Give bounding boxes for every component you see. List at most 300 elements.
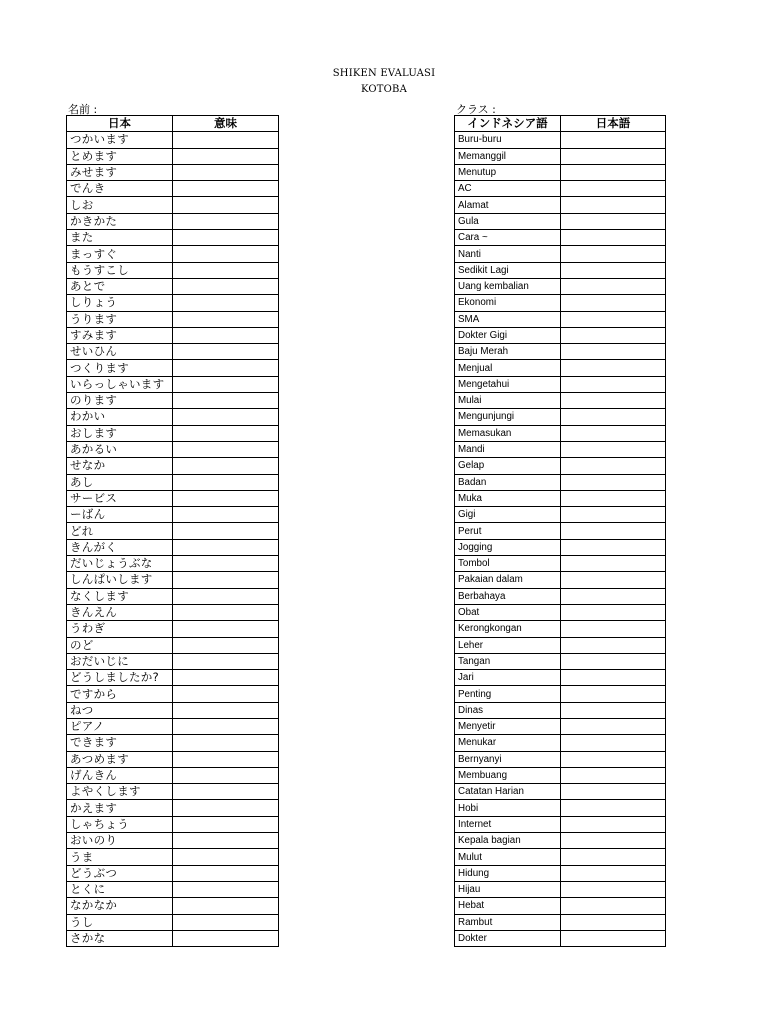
vocab-word: なくします [67,588,173,604]
vocab-word: Rambut [455,914,561,930]
answer-cell[interactable] [173,295,279,311]
column-header-indonesian: インドネシア語 [455,116,561,132]
table-row [67,604,279,620]
page-title: SHIKEN EVALUASI [332,68,436,79]
table-row [67,833,279,849]
answer-cell[interactable] [561,474,666,490]
vocab-word: きんえん [67,604,173,620]
answer-cell[interactable] [173,849,279,865]
vocab-word: できます [67,735,173,751]
vocab-word: まっすぐ [67,246,173,262]
table-row [67,637,279,653]
answer-cell[interactable] [173,816,279,832]
table-row [67,930,279,946]
answer-cell[interactable] [561,767,666,783]
table-row [455,604,666,620]
table-row [455,930,666,946]
answer-cell[interactable] [173,670,279,686]
table-row [455,262,666,278]
column-header-meaning: 意味 [173,116,279,132]
vocab-word: また [67,230,173,246]
vocab-word: しお [67,197,173,213]
vocab-word: Hijau [455,881,561,897]
answer-cell[interactable] [561,686,666,702]
answer-cell[interactable] [173,735,279,751]
vocab-word: Ekonomi [455,295,561,311]
vocab-word: Berbahaya [455,588,561,604]
table-row [455,441,666,457]
vocab-word: Cara ~ [455,230,561,246]
answer-cell[interactable] [561,458,666,474]
table-row [455,637,666,653]
vocab-word: うわぎ [67,621,173,637]
answer-cell[interactable] [561,718,666,734]
answer-cell[interactable] [561,278,666,294]
answer-cell[interactable] [561,327,666,343]
vocab-word: Sedikit Lagi [455,262,561,278]
answer-cell[interactable] [561,816,666,832]
table-row [67,393,279,409]
answer-cell[interactable] [561,653,666,669]
answer-cell[interactable] [173,246,279,262]
vocab-word: Muka [455,490,561,506]
table-row [455,816,666,832]
answer-cell[interactable] [561,914,666,930]
table-row [67,735,279,751]
vocab-word: Membuang [455,767,561,783]
vocab-word: あつめます [67,751,173,767]
table-row [455,718,666,734]
vocab-word: どうぶつ [67,865,173,881]
table-row [67,458,279,474]
table-row [455,327,666,343]
vocab-word: Obat [455,604,561,620]
table-row [455,784,666,800]
table-row [67,148,279,164]
table-row [67,816,279,832]
vocab-word: つかいます [67,132,173,148]
vocab-word: みせます [67,164,173,180]
answer-cell[interactable] [561,213,666,229]
answer-cell[interactable] [173,148,279,164]
answer-cell[interactable] [173,881,279,897]
answer-cell[interactable] [173,311,279,327]
answer-cell[interactable] [173,539,279,555]
table-row [455,556,666,572]
table-row [67,360,279,376]
answer-cell[interactable] [173,230,279,246]
vocab-word: よやくします [67,784,173,800]
vocab-word: Leher [455,637,561,653]
answer-cell[interactable] [173,132,279,148]
table-row [455,865,666,881]
vocab-word: Baju Merah [455,344,561,360]
answer-cell[interactable] [561,588,666,604]
answer-cell[interactable] [173,686,279,702]
answer-cell[interactable] [561,881,666,897]
answer-cell[interactable] [173,800,279,816]
table-row [67,767,279,783]
vocab-word: だいじょうぶな [67,556,173,572]
answer-cell[interactable] [561,507,666,523]
table-row [67,653,279,669]
answer-cell[interactable] [561,604,666,620]
vocab-word: Dokter [455,930,561,946]
vocab-word: あとで [67,278,173,294]
table-row [67,718,279,734]
table-row [67,409,279,425]
vocab-word: のります [67,393,173,409]
vocab-word: とくに [67,881,173,897]
table-row [455,246,666,262]
answer-cell[interactable] [561,393,666,409]
vocab-word: Menyetir [455,718,561,734]
table-row [67,132,279,148]
answer-cell[interactable] [173,556,279,572]
answer-cell[interactable] [561,800,666,816]
table-row [455,881,666,897]
table-row [455,588,666,604]
table-row [67,621,279,637]
vocab-word: Penting [455,686,561,702]
table-row [67,507,279,523]
table-row [455,751,666,767]
vocab-word: Uang kembalian [455,278,561,294]
vocab-word: とめます [67,148,173,164]
vocab-word: サービス [67,490,173,506]
vocab-word: Mengetahui [455,376,561,392]
vocab-word: せなか [67,458,173,474]
answer-cell[interactable] [561,621,666,637]
table-row [455,311,666,327]
page-subtitle: KOTOBA [360,84,408,95]
answer-cell[interactable] [561,556,666,572]
table-row [455,132,666,148]
vocab-word: きんがく [67,539,173,555]
answer-cell[interactable] [173,767,279,783]
vocab-word: せいひん [67,344,173,360]
table-row [455,197,666,213]
table-row [455,474,666,490]
answer-cell[interactable] [561,197,666,213]
answer-cell[interactable] [173,344,279,360]
vocab-word: わかい [67,409,173,425]
table-row [455,849,666,865]
table-row [67,865,279,881]
table-row [455,833,666,849]
vocab-word: Dinas [455,702,561,718]
answer-cell[interactable] [173,604,279,620]
answer-cell[interactable] [561,360,666,376]
answer-cell[interactable] [561,784,666,800]
answer-cell[interactable] [173,702,279,718]
vocab-word: Dokter Gigi [455,327,561,343]
answer-cell[interactable] [173,376,279,392]
table-row [455,898,666,914]
vocab-word: どうしましたか? [67,670,173,686]
table-row [455,523,666,539]
table-row [455,914,666,930]
answer-cell[interactable] [173,474,279,490]
table-row [67,670,279,686]
vocab-word: かきかた [67,213,173,229]
vocab-word: Jogging [455,539,561,555]
answer-cell[interactable] [173,181,279,197]
table-row [67,344,279,360]
table-row [67,490,279,506]
vocab-word: おだいじに [67,653,173,669]
vocab-table-japanese [66,115,279,947]
vocab-word: おいのり [67,833,173,849]
table-row [67,311,279,327]
vocab-word: Gelap [455,458,561,474]
vocab-word: うります [67,311,173,327]
vocab-word: Mandi [455,441,561,457]
vocab-word: しりょう [67,295,173,311]
answer-cell[interactable] [173,409,279,425]
answer-cell[interactable] [561,670,666,686]
answer-cell[interactable] [173,914,279,930]
table-row [67,881,279,897]
table-row [67,556,279,572]
answer-cell[interactable] [173,653,279,669]
vocab-word: Tombol [455,556,561,572]
answer-cell[interactable] [561,181,666,197]
answer-cell[interactable] [561,930,666,946]
table-row [67,588,279,604]
table-row [67,849,279,865]
table-row [455,670,666,686]
answer-cell[interactable] [561,344,666,360]
table-row [455,181,666,197]
vocab-word: Kerongkongan [455,621,561,637]
table-row [67,181,279,197]
vocab-word: うま [67,849,173,865]
table-row [67,702,279,718]
answer-cell[interactable] [561,230,666,246]
answer-cell[interactable] [173,833,279,849]
answer-cell[interactable] [173,262,279,278]
vocab-word: Mengunjungi [455,409,561,425]
table-row [455,230,666,246]
answer-cell[interactable] [561,735,666,751]
answer-cell[interactable] [173,278,279,294]
table-row [67,784,279,800]
vocab-word: Catatan Harian [455,784,561,800]
table-row [67,914,279,930]
table-row [67,572,279,588]
answer-cell[interactable] [173,197,279,213]
vocab-word: もうすこし [67,262,173,278]
vocab-word: Gigi [455,507,561,523]
vocab-word: かえます [67,800,173,816]
answer-cell[interactable] [561,849,666,865]
answer-cell[interactable] [173,930,279,946]
table-row [67,295,279,311]
answer-cell[interactable] [173,621,279,637]
answer-cell[interactable] [173,327,279,343]
table-row [67,523,279,539]
answer-cell[interactable] [561,490,666,506]
table-row [455,213,666,229]
table-row [67,800,279,816]
answer-cell[interactable] [561,409,666,425]
answer-cell[interactable] [173,784,279,800]
vocab-word: Hidung [455,865,561,881]
answer-cell[interactable] [561,637,666,653]
table-row [455,653,666,669]
table-row [67,898,279,914]
table-row [455,507,666,523]
name-field-label: 名前 : [68,103,98,116]
answer-cell[interactable] [173,718,279,734]
vocab-word: Pakaian dalam [455,572,561,588]
table-row [455,148,666,164]
vocab-word: しゃちょう [67,816,173,832]
vocab-word: あし [67,474,173,490]
vocab-word: ですから [67,686,173,702]
answer-cell[interactable] [561,898,666,914]
answer-cell[interactable] [561,262,666,278]
table-row [67,376,279,392]
table-row [67,246,279,262]
answer-cell[interactable] [173,637,279,653]
table-row [455,295,666,311]
vocab-word: Menjual [455,360,561,376]
answer-cell[interactable] [561,376,666,392]
vocab-word: ねつ [67,702,173,718]
vocab-word: でんき [67,181,173,197]
table-row [67,262,279,278]
vocab-word: Buru-buru [455,132,561,148]
answer-cell[interactable] [173,458,279,474]
table-row [455,164,666,180]
vocab-word: Alamat [455,197,561,213]
column-header-japanese-answer: 日本語 [561,116,666,132]
table-row [455,735,666,751]
answer-cell[interactable] [561,295,666,311]
vocab-word: なかなか [67,898,173,914]
vocab-word: Gula [455,213,561,229]
table-row [455,344,666,360]
table-row [455,800,666,816]
answer-cell[interactable] [561,425,666,441]
vocab-word: どれ [67,523,173,539]
answer-cell[interactable] [561,702,666,718]
vocab-word: いらっしゃいます [67,376,173,392]
answer-cell[interactable] [561,164,666,180]
vocab-word: ーばん [67,507,173,523]
table-row [455,458,666,474]
table-row [455,686,666,702]
vocab-word: Menutup [455,164,561,180]
table-row [455,490,666,506]
vocab-word: Memasukan [455,425,561,441]
vocab-word: Kepala bagian [455,833,561,849]
answer-cell[interactable] [561,246,666,262]
answer-cell[interactable] [561,441,666,457]
vocab-word: Nanti [455,246,561,262]
table-row [67,751,279,767]
table-row [455,621,666,637]
table-row [67,474,279,490]
table-row [455,376,666,392]
answer-cell[interactable] [561,148,666,164]
vocab-word: Memanggil [455,148,561,164]
table-row [455,409,666,425]
answer-cell[interactable] [173,865,279,881]
table-row [455,360,666,376]
answer-cell[interactable] [173,751,279,767]
vocab-word: おします [67,425,173,441]
table-row [455,539,666,555]
answer-cell[interactable] [173,425,279,441]
vocab-table-indonesian [454,115,666,947]
table-row [67,197,279,213]
table-row [67,278,279,294]
answer-cell[interactable] [561,572,666,588]
answer-cell[interactable] [561,523,666,539]
answer-cell[interactable] [561,833,666,849]
table-row [67,230,279,246]
answer-cell[interactable] [173,164,279,180]
vocab-word: すみます [67,327,173,343]
vocab-word: Jari [455,670,561,686]
answer-cell[interactable] [561,539,666,555]
vocab-word: Mulut [455,849,561,865]
answer-cell[interactable] [173,490,279,506]
answer-cell[interactable] [173,441,279,457]
column-header-japanese: 日本 [67,116,173,132]
answer-cell[interactable] [173,523,279,539]
class-field-label: クラス : [456,103,496,116]
table-row [455,767,666,783]
answer-cell[interactable] [173,360,279,376]
vocab-word: Perut [455,523,561,539]
vocab-word: あかるい [67,441,173,457]
answer-cell[interactable] [561,311,666,327]
vocab-word: つくります [67,360,173,376]
answer-cell[interactable] [561,751,666,767]
table-row [455,572,666,588]
vocab-word: Hobi [455,800,561,816]
vocab-word: げんきん [67,767,173,783]
vocab-word: Tangan [455,653,561,669]
answer-cell[interactable] [173,213,279,229]
answer-cell[interactable] [173,588,279,604]
answer-cell[interactable] [173,898,279,914]
vocab-word: しんぱいします [67,572,173,588]
vocab-word: Menukar [455,735,561,751]
table-row [67,213,279,229]
answer-cell[interactable] [173,507,279,523]
vocab-word: さかな [67,930,173,946]
vocab-word: AC [455,181,561,197]
vocab-word: SMA [455,311,561,327]
table-row [455,393,666,409]
vocab-word: うし [67,914,173,930]
vocab-word: Badan [455,474,561,490]
answer-cell[interactable] [173,572,279,588]
table-row [455,425,666,441]
answer-cell[interactable] [561,132,666,148]
table-row [67,539,279,555]
vocab-word: Mulai [455,393,561,409]
answer-cell[interactable] [173,393,279,409]
table-row [67,327,279,343]
vocab-word: Hebat [455,898,561,914]
answer-cell[interactable] [561,865,666,881]
